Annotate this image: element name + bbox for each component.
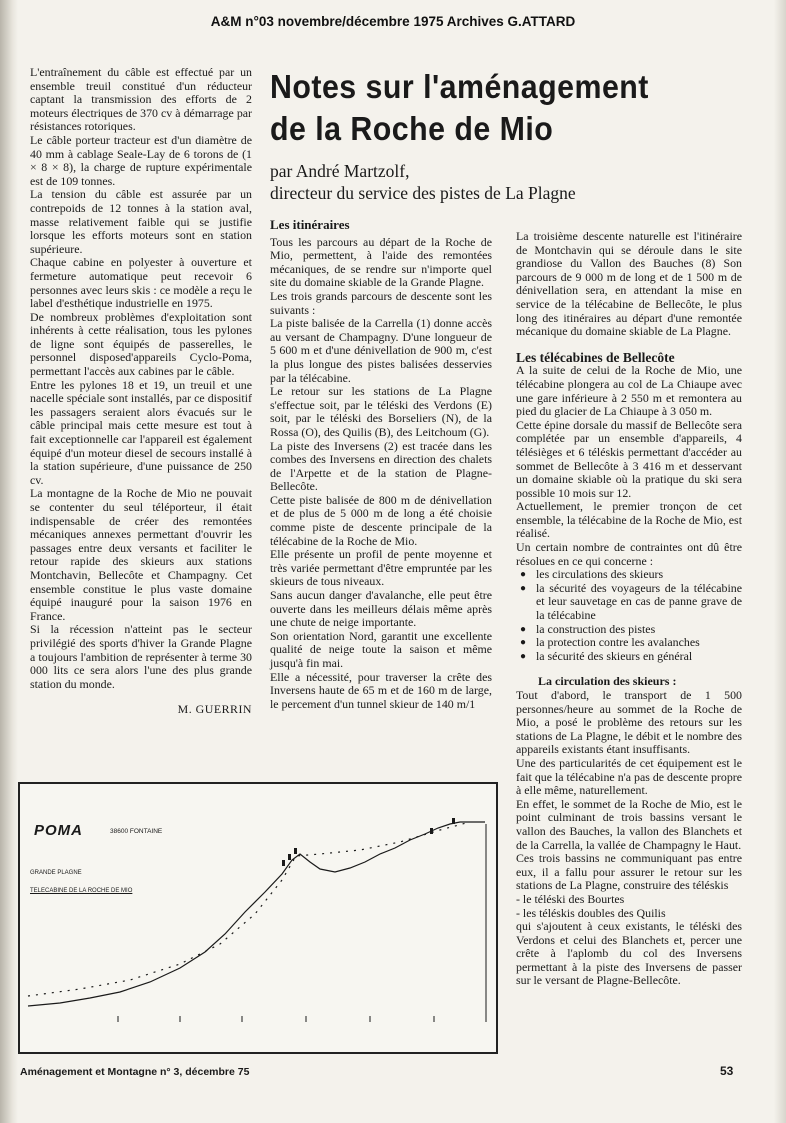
cable-line bbox=[28, 822, 470, 996]
paragraph: Cette épine dorsale du massif de Bellecôte sera complétée par un ensemble d'appareils, 4 télésièges et 6 téléskis permettant d'accéder au sommet de Bellecôte à 3 416 m et desservant un domaine skiable où la pratique du ski sera possible 10 mois sur 12. bbox=[516, 417, 742, 500]
paragraph: La piste des Inversens (2) est tracée dans les combes des Inversens en direction des chalets de l'Arpette et de la station de Plagne-Bellecôte. bbox=[270, 438, 492, 494]
paragraph: Si la récession n'atteint pas le secteur privilégié des sports d'hiver la Grande Plagne a toujours l'ambition de représenter à terme 30 000 lits ce sera alors l'une des plus grande station du monde. bbox=[30, 622, 252, 691]
list-item: ● la construction des pistes bbox=[516, 623, 742, 637]
paragraph: Ces trois bassins ne communiquant pas entre eux, il a fallu pour assurer le retour sur les stations de La Plagne, construire des téléskis bbox=[516, 851, 742, 893]
list-item: - les téléskis doubles des Quilis bbox=[516, 905, 666, 920]
pylon-marker bbox=[288, 854, 291, 860]
paragraph: Une des particularités de cet équipement est le fait que la télécabine n'a pas de descente propre à elle même, naturellement. bbox=[516, 755, 742, 798]
paragraph: Sans aucun danger d'avalanche, elle peut être ouverte dans les meilleurs délais même après une chute de neige importante. bbox=[270, 588, 492, 630]
right-column bbox=[516, 230, 742, 988]
paragraph: Son orientation Nord, garantit une excellente qualité de neige toute la saison et même jusqu'à fin mai. bbox=[270, 628, 492, 670]
article-byline bbox=[270, 160, 710, 204]
section-heading: Les itinéraires bbox=[270, 217, 350, 232]
list-item: ● la protection contre les avalanches bbox=[516, 636, 742, 650]
subsection-heading: La circulation des skieurs : bbox=[538, 674, 677, 689]
page-number: 53 bbox=[720, 1064, 734, 1078]
list-item: ● la sécurité des skieurs en général bbox=[516, 650, 742, 664]
poma-logo: POMA bbox=[34, 822, 83, 839]
footer-publication: Aménagement et Montagne n° 3, décembre 75 bbox=[20, 1066, 250, 1078]
page-binding-shadow bbox=[0, 0, 18, 1123]
paragraph: Elle présente un profil de pente moyenne et très variée permettant d'être empruntée par les skieurs de tous niveaux. bbox=[270, 547, 492, 589]
terrain-profile-line bbox=[28, 822, 485, 1006]
paragraph: Le retour sur les stations de La Plagne s'effectue soit, par le téléski des Verdons (E) soit, par le téléski des Borseliers (N), de la Rossa (O), des Quilis (B), des Leitchoum (G). bbox=[270, 384, 492, 439]
paragraph: Actuellement, le premier tronçon de cet ensemble, la télécabine de la Roche de Mio, est réalisé. bbox=[516, 499, 742, 541]
paragraph: Tout d'abord, le transport de 1 500 personnes/heure au sommet de la Roche de Mio, a posé le problème des retours sur les stations de La Plagne, le débit et le nombre des appareils existants étant insuffisants. bbox=[516, 688, 742, 757]
section-heading: Les télécabines de Bellecôte bbox=[516, 349, 675, 365]
middle-column bbox=[270, 218, 492, 711]
paragraph: La montagne de la Roche de Mio ne pouvait se contenter du seul téléporteur, il était indispensable de créer des remontées mécaniques annexes permettant d'ouvrir les passages entre deux versants et faciliter le retour rapide des skieurs aux stations Montchavin, Bellecôte et Champagny. Cet ensemble constitue le plus vaste domaine équipé inauguré pour la saison 1976 en France. bbox=[30, 486, 252, 623]
paragraph: De nombreux problèmes d'exploitation sont inhérents à cette réalisation, tous les pylones de ligne sont équipés de passerelles, le personnel disposed'appareils Cyclo-Poma, permettant l'accès aux cabines par le câble. bbox=[30, 309, 252, 379]
paragraph: En effet, le sommet de la Roche de Mio, est le point culminant de trois bassins versant le vallon des Bauches, la vallon des Blanchets et de la Carrella, la vallée de Champagny le Haut. bbox=[516, 796, 742, 852]
paragraph: La troisième descente naturelle est l'itinéraire de Montchavin qui se déroule dans le site grandiose du Vallon des Bauches (8) Son parcours de 9 000 m de long et de 1 500 m de dénivellation sera, en attendant la mise en service de la télécabine de Bellecôte, le plus long des itinéraires au départ d'une remontée mécanique du domaine skiable de La Plagne. bbox=[516, 229, 742, 339]
paragraph: Chaque cabine en polyester à ouverture et fermeture automatique peut recevoir 6 personnes avec leurs skis : ce modèle a reçu le label d'esthétique industrielle en 1975. bbox=[30, 255, 252, 311]
paragraph: A la suite de celui de la Roche de Mio, une télécabine plongera au col de La Chiaupe avec une gare inférieure à 2 550 m et remontera au pied du glacier de La Chiaupe à 3 050 m. bbox=[516, 363, 742, 419]
paragraph: L'entraînement du câble est effectué par un ensemble treuil constitué d'un réducteur captant la transmission des efforts de 2 moteurs électriques de 370 cv à démarrage par résistances rotoriques. bbox=[30, 65, 252, 134]
paragraph: Le câble porteur tracteur est d'un diamètre de 40 mm à cablage Seale-Lay de 6 torons de (1 × 8 × 8), la charge de rupture expérimentale est de 109 tonnes. bbox=[30, 132, 252, 188]
scale-ticks-group bbox=[118, 1016, 486, 1022]
archive-header: A&M n°03 novembre/décembre 1975 Archives G.ATTARD bbox=[210, 14, 576, 29]
pylon-marker bbox=[294, 848, 297, 854]
paragraph: Les trois grands parcours de descente sont les suivants : bbox=[270, 288, 492, 317]
terrain-profile-group bbox=[28, 822, 485, 1006]
list-item: ● les circulations des skieurs bbox=[516, 568, 742, 582]
author-signature: M. GUERRIN bbox=[177, 702, 252, 717]
constraints-list bbox=[516, 568, 742, 663]
byline-role: directeur du service des pistes de La Plagne bbox=[270, 183, 576, 203]
poma-city: 38600 FONTAINE bbox=[110, 828, 163, 835]
pylon-marker bbox=[430, 828, 433, 834]
list-item: - le téléski des Bourtes bbox=[516, 891, 625, 906]
title-line: de la Roche de Mio bbox=[270, 110, 554, 147]
pylon-group bbox=[282, 818, 455, 866]
paragraph: qui s'ajoutent à ceux existants, le téléski des Verdons et celui des Blanchets et, percer une crête à l'aplomb du col des Inversens permettant à la piste des Inversens de passer sur le versant de Plagne-Bellecôte. bbox=[516, 919, 742, 988]
list-item: ● la sécurité des voyageurs de la télécabine et leur sauvetage en cas de panne grave de la télécabine bbox=[516, 582, 742, 623]
article-title bbox=[270, 66, 675, 150]
title-line: Notes sur l'aménagement bbox=[270, 68, 649, 105]
paragraph: La tension du câble est assurée par un contrepoids de 12 tonnes à la station aval, masse relativement faible qui se justifie lorsque les efforts moteurs sont en station supérieure. bbox=[30, 187, 252, 256]
figure-label: TELECABINE DE LA ROCHE DE MIO bbox=[30, 888, 133, 894]
profile-drawing bbox=[20, 784, 496, 1052]
pylon-marker bbox=[452, 818, 455, 824]
figure-label: GRANDE PLAGNE bbox=[30, 870, 82, 876]
left-column bbox=[30, 66, 252, 717]
pylon-marker bbox=[282, 860, 285, 866]
cable-car-profile-figure bbox=[18, 782, 498, 1054]
paragraph: Un certain nombre de contraintes ont dû être résolues en ce qui concerne : bbox=[516, 540, 742, 568]
paragraph: Cette piste balisée de 800 m de dénivellation et de plus de 5 000 m de long a été choisie comme piste de descente principale de la télécabine de la Roche de Mio. bbox=[270, 492, 492, 548]
byline-author: par André Martzolf, bbox=[270, 161, 410, 181]
paragraph: Entre les pylones 18 et 19, un treuil et une nacelle spéciale sont installés, par ce dispositif les passagers seraient alors évacués sur le câble principal mais cette mesure est tout à fait exceptionnelle car l'appareil est également équipé d'un moteur diesel de secours installé à la station supérieure, d'une puissance de 250 cv. bbox=[30, 377, 252, 487]
paragraph: Tous les parcours au départ de la Roche de Mio, permettent, à l'aide des remontées mécaniques, de se rendre sur n'importe quel site du domaine skiable de la Grande Plagne. bbox=[270, 234, 492, 290]
paragraph: Elle a nécessité, pour traverser la crête des Inversens haute de 65 m et de 160 m de large, le percement d'un tunnel skieur de 140 m/1 bbox=[270, 669, 492, 711]
page-edge bbox=[774, 0, 786, 1123]
paragraph: La piste balisée de la Carrella (1) donne accès au versant de Champagny. D'une longueur de 5 600 m et d'une dénivellation de 900 m, c'est la plus longue des pistes balisées desservies par la télécabine. bbox=[270, 316, 492, 385]
